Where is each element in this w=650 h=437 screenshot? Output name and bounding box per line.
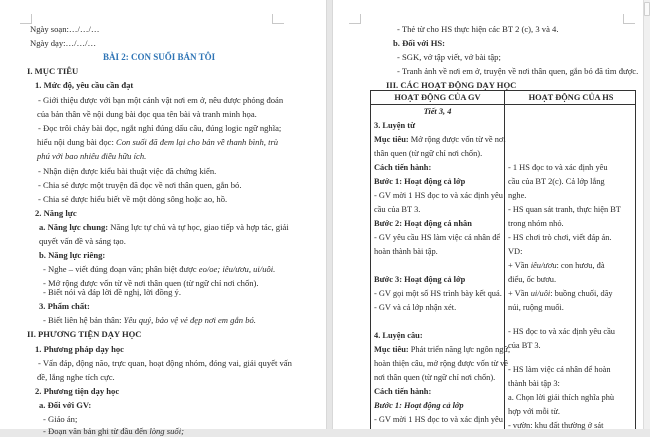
cell-line	[374, 344, 510, 356]
cell-line: - GV yêu cầu HS làm việc cá nhân để	[374, 233, 501, 242]
table-header-student: HOẠT ĐỘNG CỦA HS	[528, 93, 614, 102]
cell-line: - HS làm việc cá nhân để hoàn	[508, 365, 611, 374]
label-bold: a. Năng lực chung:	[39, 222, 109, 232]
cell-line: - GV và cả lớp nhận xét.	[374, 303, 457, 312]
paragraph-line: - Chia sẻ được một truyện đã đọc về nơi thân quen, gắn bó.	[38, 180, 242, 190]
section-heading-teaching-means: II. PHƯƠNG TIỆN DẠY HỌC	[27, 329, 142, 339]
cell-line: a. Chọn lời giải thích nghĩa phù	[508, 393, 615, 402]
cell-line: của BT 3.	[508, 341, 541, 350]
paragraph-line: quyết vấn đề và sáng tạo.	[39, 236, 126, 246]
paragraph-line	[37, 136, 278, 148]
vertical-scrollbar[interactable]	[643, 0, 650, 429]
paragraph-line: - Thẻ từ cho HS thực hiện các BT 2 (c), 3 và 4.	[397, 24, 559, 34]
text-run-italic: ui/uôi	[530, 289, 551, 298]
cell-line	[374, 134, 506, 146]
paragraph-line: - Tranh ảnh về nơi em ở, truyện về nơi thân quen, gắn bó đã tìm được.	[397, 66, 639, 76]
scrollbar-thumb[interactable]	[644, 2, 650, 16]
activity-heading: 4. Luyện câu:	[374, 331, 423, 340]
cell-line: - vườn: khu đất thường ở sát	[508, 421, 604, 430]
paragraph-line	[43, 425, 184, 437]
cell-line: hoàn thành bài tập.	[374, 247, 438, 256]
paragraph-line	[43, 263, 275, 275]
paragraph-line: - Giới thiệu được với bạn một cảnh vật nơi em ở, nêu được phỏng đoán	[38, 95, 284, 105]
cell-line: - HS đọc to và xác định yêu cầu	[508, 327, 615, 336]
cell-line: thành bài tập 3:	[508, 379, 560, 388]
cell-line: VD:	[508, 247, 523, 256]
document-page-right	[333, 0, 643, 429]
subheading-for-teacher: a. Đối với GV:	[39, 400, 92, 410]
paragraph-line: - Giáo án;	[43, 414, 78, 424]
subheading-specific-competence: b. Năng lực riêng:	[39, 250, 106, 260]
cell-line: - HS quan sát tranh, thực hiện BT	[508, 205, 621, 214]
subheading-requirements: 1. Mức độ, yêu cầu cần đạt	[35, 80, 134, 90]
crop-mark	[272, 14, 284, 24]
cell-line: - GV mời 1 HS đọc to và xác định yêu	[374, 415, 503, 424]
crop-mark	[623, 14, 635, 24]
cell-line: - GV gọi một số HS trình bày kết quả.	[374, 289, 502, 298]
cell-line: trong nhóm nhỏ.	[508, 219, 564, 228]
cell-line: hợp với mỗi từ.	[508, 407, 561, 416]
activity-heading: 3. Luyện từ	[374, 121, 416, 130]
text-run: - Biết liên hệ bản thân:	[43, 315, 124, 325]
paragraph-line: - Nhận diện được kiểu bài thuật việc đã chứng kiến.	[38, 166, 217, 176]
paragraph-line: đề, lắng nghe tích cực.	[37, 372, 115, 382]
cell-line: Cách tiến hành:	[374, 387, 432, 396]
text-run-italic: Con suối đã đem lại cho bản về thanh bình, trù	[116, 137, 279, 147]
paragraph-line: - SGK, vở tập viết, vở bài tập;	[397, 52, 501, 62]
paragraph-line: phú với bao nhiêu điều hữu ích.	[37, 151, 147, 161]
paragraph-line: - Chia sẻ được hiểu biết về một dòng sông hoặc ao, hồ.	[38, 194, 228, 204]
text-run: - Đoạn văn bản ghi từ đầu đến	[43, 426, 150, 436]
cell-line: - GV mời 1 HS đọc to và xác định yêu	[374, 191, 503, 200]
crop-mark	[349, 14, 361, 24]
table-header-divider	[371, 104, 635, 105]
paragraph-line	[39, 221, 289, 233]
date-taught: Ngày dạy:…/…/…	[30, 38, 97, 48]
date-prepared: Ngày soạn:…/…/…	[30, 24, 100, 34]
label-bold: Mục tiêu:	[374, 345, 409, 354]
text-run: Mở rộng được vốn từ về nơi	[408, 135, 506, 144]
step-heading: Bước 1: Hoạt động cả lớp	[374, 177, 466, 186]
text-run-italic: eo/oe; iêu/ươu, ui/uôi.	[198, 264, 276, 274]
subheading-methods: 1. Phương pháp dạy học	[35, 344, 124, 354]
cell-line: - 1 HS đọc to và xác định yêu	[508, 163, 608, 172]
cell-line: nơi thân quen (từ ngữ chỉ nơi chốn).	[374, 373, 496, 382]
cell-line	[508, 288, 613, 300]
period-label: Tiết 3, 4	[423, 107, 452, 116]
text-run: Năng lực tự chủ và tự học, giao tiếp và hợp tác, giải	[108, 222, 289, 232]
text-run: hiểu nội dung bài đọc:	[37, 137, 117, 147]
text-run: + Vần	[508, 289, 531, 298]
subheading-competence: 2. Năng lực	[35, 208, 77, 218]
activities-table	[370, 90, 636, 429]
cell-line: hoàn thiện câu, mở rộng được vốn từ về	[374, 359, 508, 368]
text-run: Phát triển năng lực ngôn ngữ,	[408, 345, 511, 354]
page-gap	[326, 0, 333, 429]
paragraph-line: - Mở rộng được vốn từ về nơi thân quen (từ ngữ chỉ nơi chốn).	[43, 278, 259, 288]
cell-line: nghe.	[508, 191, 527, 200]
cell-line: Cách tiến hành:	[374, 163, 432, 172]
cell-line: núi, ruộng muối.	[508, 303, 564, 312]
paragraph-line: - Vấn đáp, động não, trực quan, hoạt động nhóm, đóng vai, giải quyết vấn	[38, 358, 292, 368]
paragraph-line: - Đọc trôi chảy bài đọc, ngắt nghỉ đúng dấu câu, đúng logic ngữ nghĩa;	[38, 123, 282, 133]
cell-line: điểu, ốc bươu.	[508, 275, 557, 284]
text-run-italic: Yêu quý, bảo vệ vẻ đẹp nơi em gắn bó.	[123, 315, 256, 325]
step-heading: Bước 2: Hoạt động cá nhân	[374, 219, 472, 228]
subheading-qualities: 3. Phẩm chất:	[39, 301, 90, 311]
step-heading: Bước 3: Hoạt động cả lớp	[374, 275, 466, 284]
table-header-teacher: HOẠT ĐỘNG CỦA GV	[394, 93, 481, 102]
section-heading-activities: III. CÁC HOẠT ĐỘNG DẠY HỌC	[386, 80, 517, 90]
cell-line	[508, 260, 605, 272]
cell-line: thân quen (từ ngữ chỉ nơi chốn).	[374, 149, 483, 158]
cell-line: - HS chơi trò chơi, viết đáp án.	[508, 233, 612, 242]
paragraph-line: - Biết nói và đáp lời đề nghị, lời đồng ý.	[43, 287, 181, 297]
cell-line: cầu của BT 3.	[374, 205, 421, 214]
text-run: + Vần	[508, 261, 531, 270]
subheading-means: 2. Phương tiện dạy học	[35, 386, 120, 396]
label-bold: Mục tiêu:	[374, 135, 409, 144]
step-heading: Bước 1: Hoạt động cả lớp	[374, 401, 464, 410]
paragraph-line: của bản thân về nội dung bài đọc qua tên bài và tranh minh họa.	[37, 109, 257, 119]
text-run-italic: lòng suối;	[149, 426, 184, 436]
cell-line: cầu của BT 2(c). Cả lớp lắng	[508, 177, 605, 186]
text-run-italic: iêu/ươu	[530, 261, 557, 270]
text-run: - Nghe – viết đúng đoạn văn; phân biệt được	[43, 264, 199, 274]
subheading-for-students: b. Đối với HS:	[393, 38, 446, 48]
text-run: : con hươu, đà	[556, 261, 605, 270]
section-heading-objectives: I. MỤC TIÊU	[27, 66, 79, 76]
paragraph-line	[43, 314, 256, 326]
text-run: : buồng chuối, dãy	[550, 289, 613, 298]
lesson-title: BÀI 2: CON SUỐI BẢN TÔI	[103, 52, 216, 62]
